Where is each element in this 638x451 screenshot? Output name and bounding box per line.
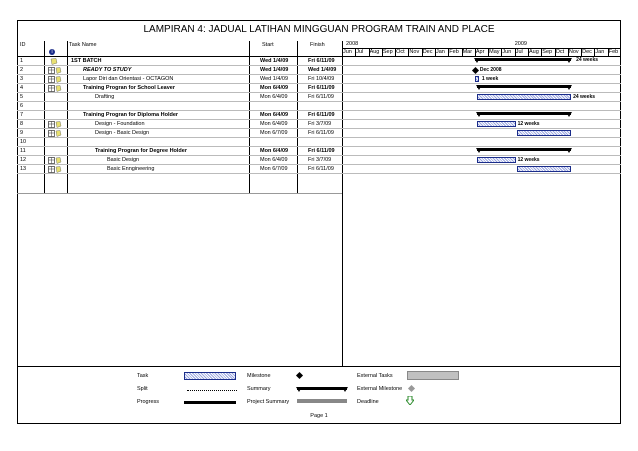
task-finish: Fri 6/11/09 — [308, 112, 335, 118]
legend-summary-label: Summary — [247, 386, 271, 392]
summary-bar[interactable] — [477, 85, 570, 88]
row-id: 3 — [20, 76, 24, 82]
year-label: 2008 — [346, 41, 359, 47]
month-label: Aug — [369, 49, 380, 55]
month-tick — [462, 49, 463, 56]
task-name: Design - Foundation — [95, 121, 145, 127]
task-finish: Fri 10/4/09 — [308, 76, 335, 82]
month-tick — [581, 49, 582, 56]
month-label: Feb — [608, 49, 619, 55]
month-label: Jan — [595, 49, 605, 55]
task-name: Lapor Diri dan Orientasi - OCTAGON — [83, 76, 174, 82]
month-label: Jun — [343, 49, 352, 55]
month-tick — [501, 49, 502, 56]
legend-external-tasks-label: External Tasks — [357, 373, 393, 379]
task-name: READY TO STUDY — [83, 67, 132, 73]
task-start: Mon 6/7/09 — [260, 130, 288, 136]
task-name: Basic Enngineering — [107, 166, 155, 172]
task-finish: Fri 6/11/09 — [308, 130, 334, 136]
legend-milestone-swatch — [296, 372, 303, 379]
row-id: 7 — [20, 112, 24, 118]
task-start: Mon 6/4/09 — [260, 148, 289, 154]
row-id: 5 — [20, 94, 24, 100]
row-id: 13 — [20, 166, 27, 172]
month-tick — [395, 49, 396, 56]
milestone-marker[interactable] — [472, 67, 479, 74]
task-start: Mon 6/7/09 — [260, 166, 288, 172]
month-tick — [382, 49, 383, 56]
month-tick — [594, 49, 595, 56]
task-bar[interactable] — [477, 121, 516, 127]
month-label: Jul — [515, 49, 523, 55]
month-label: Sep — [382, 49, 393, 55]
info-icon: i — [49, 49, 55, 55]
legend-deadline-label: Deadline — [357, 399, 379, 405]
page-title: LAMPIRAN 4: JADUAL LATIHAN MINGGUAN PROGRAM TRAIN AND PLACE — [143, 24, 495, 35]
deadline-arrow-icon — [406, 396, 414, 405]
month-label: Oct — [555, 49, 565, 55]
timescale — [342, 41, 621, 56]
legend-split-swatch — [187, 390, 237, 391]
month-tick — [608, 49, 609, 56]
month-label: Nov — [568, 49, 579, 55]
table-note-icon — [48, 166, 54, 172]
task-name: Training Progran for Diploma Holder — [83, 112, 179, 118]
task-finish: Fri 6/11/09 — [308, 94, 334, 100]
month-tick — [355, 49, 356, 56]
legend-progress-label: Progress — [137, 399, 160, 405]
legend-external-milestone-label: External Milestone — [357, 386, 403, 392]
month-tick — [541, 49, 542, 56]
summary-bar[interactable] — [477, 112, 570, 115]
month-label: Jan — [436, 49, 445, 55]
col-id-header: ID — [20, 42, 26, 48]
task-start: Mon 6/4/09 — [260, 94, 288, 100]
month-tick — [408, 49, 409, 56]
task-start: Mon 6/4/09 — [260, 121, 288, 127]
legend-task-swatch — [184, 372, 236, 380]
legend-external-milestone-swatch — [408, 385, 415, 392]
month-tick — [568, 49, 569, 56]
bar-label: 12 weeks — [517, 157, 540, 163]
row-id: 11 — [20, 148, 26, 154]
task-start: Wed 1/4/09 — [260, 67, 289, 73]
month-label: Sep — [542, 49, 553, 55]
table-note-icon — [48, 130, 54, 136]
month-label: Apr — [475, 49, 485, 55]
legend-progress-swatch — [184, 401, 236, 404]
table-header — [17, 41, 621, 57]
month-tick — [369, 49, 370, 56]
month-tick — [555, 49, 556, 56]
bar-label: 12 weeks — [517, 121, 540, 127]
row-id: 2 — [20, 67, 24, 73]
task-name: Training Progran for School Leaver — [83, 85, 175, 91]
legend-project-summary-swatch — [297, 399, 347, 403]
col-finish-header: Finish — [310, 42, 325, 48]
table-note-icon — [48, 67, 54, 73]
task-finish: Fri 6/11/09 — [308, 85, 335, 91]
task-bar[interactable] — [477, 94, 570, 100]
page-number: Page 1 — [310, 413, 328, 419]
table-bottom-line — [17, 193, 342, 194]
month-label: Nov — [409, 49, 420, 55]
task-bar[interactable] — [517, 166, 571, 172]
table-note-icon — [48, 157, 54, 163]
month-label: Aug — [529, 49, 539, 55]
legend-split-label: Split — [137, 386, 148, 392]
table-note-icon — [48, 121, 54, 127]
row-id: 6 — [20, 103, 24, 109]
month-label: Dec — [422, 49, 433, 55]
legend-summary-swatch — [297, 387, 347, 390]
bar-label: 24 weeks — [576, 57, 599, 63]
task-start: Mon 6/4/09 — [260, 157, 288, 163]
task-bar[interactable] — [517, 130, 571, 136]
bar-label: Dec 2008 — [479, 67, 502, 73]
note-icon — [50, 58, 56, 64]
month-tick — [475, 49, 476, 56]
task-start: Wed 1/4/09 — [260, 76, 289, 82]
col-start-header: Start — [262, 42, 274, 48]
task-name: Drafting — [95, 94, 115, 100]
table-note-icon — [48, 76, 54, 82]
month-label: Jul — [356, 49, 364, 55]
month-tick — [435, 49, 436, 56]
month-tick — [528, 49, 529, 56]
row-id: 9 — [20, 130, 24, 136]
task-name: Design - Basic Design — [95, 130, 150, 136]
gantt-chart — [342, 57, 621, 193]
month-label: Mar — [462, 49, 473, 55]
task-finish: Fri 3/7/09 — [308, 157, 332, 163]
month-label: Feb — [449, 49, 459, 55]
month-label: Dec — [582, 49, 592, 55]
row-id: 8 — [20, 121, 24, 127]
summary-bar[interactable] — [477, 148, 570, 151]
month-tick — [448, 49, 449, 56]
summary-bar[interactable] — [475, 58, 571, 61]
task-finish: Fri 6/11/09 — [308, 58, 335, 64]
table-note-icon — [48, 85, 54, 91]
bar-label: 24 weeks — [573, 94, 596, 100]
task-name: Training Progran for Degree Holder — [95, 148, 187, 154]
row-id: 12 — [20, 157, 27, 163]
task-bar[interactable] — [477, 157, 516, 163]
row-id: 10 — [20, 139, 27, 145]
month-tick — [515, 49, 516, 56]
month-tick — [422, 49, 423, 56]
month-label: May — [489, 49, 500, 55]
row-id: 4 — [20, 85, 24, 91]
row-id: 1 — [20, 58, 24, 64]
bar-label: 1 week — [481, 76, 499, 82]
task-finish: Wed 1/4/09 — [308, 67, 337, 73]
legend-external-tasks-swatch — [407, 371, 459, 380]
task-name: Basic Design — [107, 157, 140, 163]
task-finish: Fri 6/11/09 — [308, 148, 335, 154]
col-taskname-header: Task Name — [69, 42, 97, 48]
legend-project-summary-label: Project Summary — [247, 399, 290, 405]
task-finish: Fri 3/7/09 — [308, 121, 332, 127]
month-tick — [488, 49, 489, 56]
month-label: Oct — [396, 49, 405, 55]
task-start: Mon 6/4/09 — [260, 112, 289, 118]
year-label: 2009 — [514, 41, 527, 47]
legend-task-label: Task — [137, 373, 149, 379]
task-start: Mon 6/4/09 — [260, 85, 289, 91]
task-bar[interactable] — [475, 76, 479, 82]
month-label: Jun — [502, 49, 512, 55]
legend — [17, 366, 621, 411]
task-start: Wed 1/4/09 — [260, 58, 289, 64]
legend-milestone-label: Milestone — [247, 373, 271, 379]
task-name: 1ST BATCH — [71, 58, 102, 64]
task-finish: Fri 6/11/09 — [308, 166, 334, 172]
